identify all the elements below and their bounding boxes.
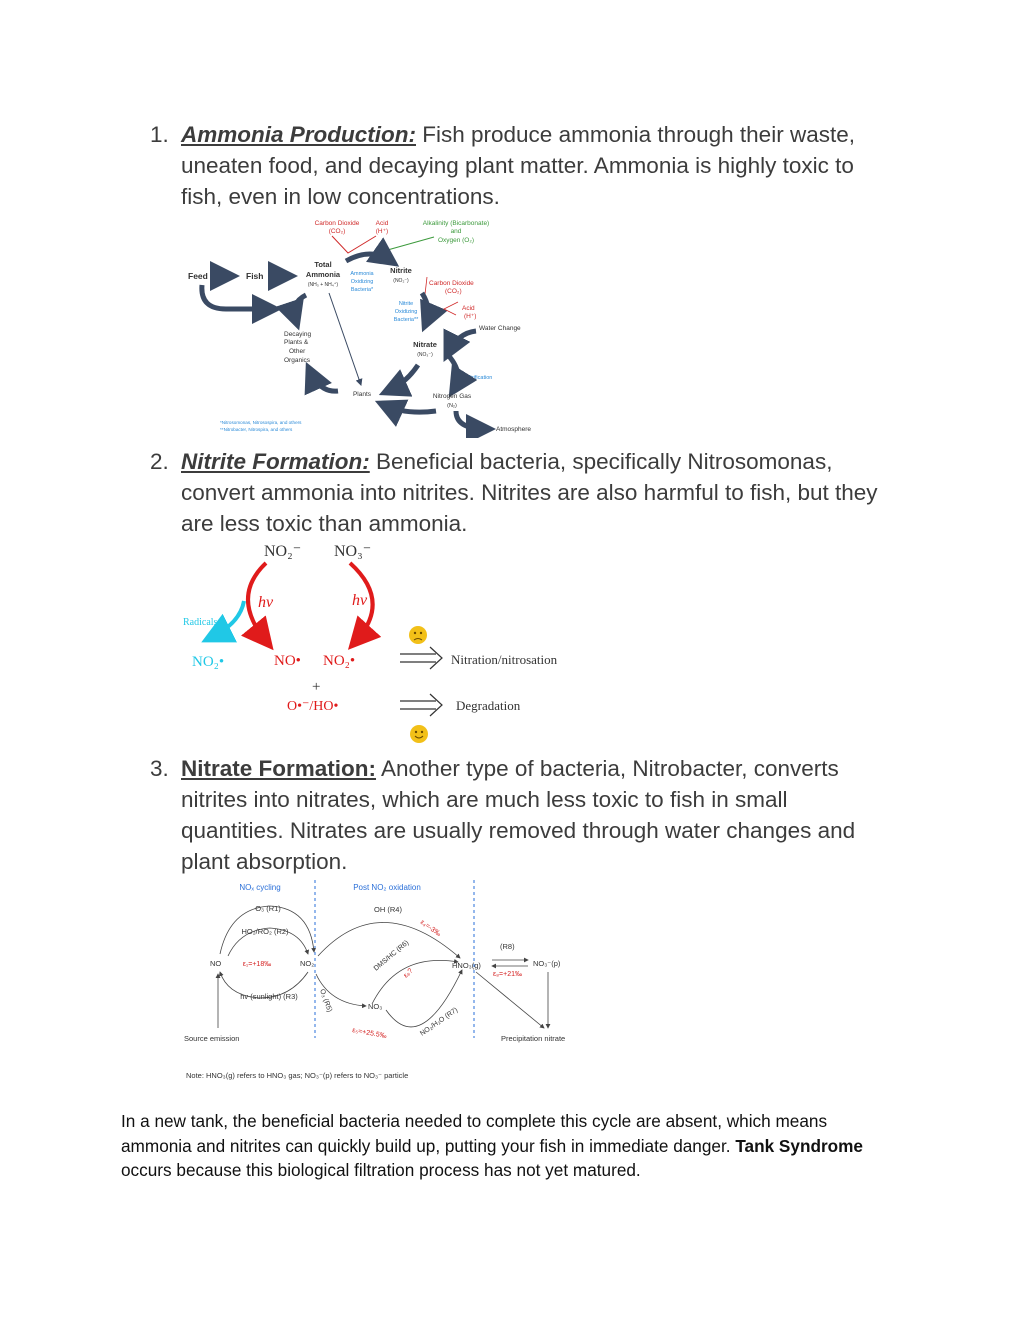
fig1-n2: (N₂) [447,403,457,409]
fig1-acid-top: Acid [375,220,389,227]
fig1-nob-3: Bacteria** [393,317,419,323]
fig2-no2-radical-right: NO₂• [323,653,356,669]
fig3-o3-r1: O₃ (R1) [255,904,281,913]
fig1-denitrification: Denitrification [459,375,493,381]
fig2-no3-minus: NO₃⁻ [334,543,372,560]
fig3-source-emission: Source emission [184,1034,240,1043]
fig3-r8: (R8) [500,942,515,951]
frown-face-icon [409,626,427,644]
fig3-note: Note: HNO₃(g) refers to HNO₃ gas; NO₃⁻(p) refers to NO₃⁻ particle [186,1071,409,1080]
fig1-decaying-4: Organics [284,357,311,364]
list-text [181,753,886,877]
fig1-aob-3: Bacteria* [350,287,374,293]
fig3-eps6: ε₆? [402,967,415,980]
tank-syndrome-paragraph [121,1109,901,1183]
fig1-co2-top: (CO₂) [328,228,346,235]
fig2-no2-radical-left: NO₂• [192,654,225,670]
fig1-nob-2: Oxidizing [394,309,418,315]
nitrogen-cycle-diagram [186,213,546,438]
fig1-nitrogen-gas: Nitrogen Gas [432,393,472,400]
fig1-ammonia: Ammonia [305,270,341,279]
fig1-h-top: (H⁺) [375,228,389,235]
fig1-footnote-2: **Nitrobacter, Nitrospira, and others [220,427,293,432]
fig3-oh-r4: OH (R4) [374,905,402,914]
list-text [181,119,886,212]
nitrite-description: Beneficial bacteria, specifically Nitrosomonas, convert ammonia into nitrites. Nitrites are also harmful to fish, but they are less toxic than ammonia. [181,449,878,536]
smile-face-icon [410,725,428,743]
fig2-radicals: Radicals [183,617,218,628]
list-text [181,446,886,539]
fig1-decaying-3: Other [289,348,306,355]
fig1-alkalinity: Alkalinity (Bicarbonate) [422,220,490,227]
nitrate-photolysis-diagram [180,537,580,747]
term-ammonia-production[interactable]: Ammonia Production: [181,122,416,147]
nox-cycling-diagram [180,878,580,1084]
fig3-precipitation-nitrate: Precipitation nitrate [501,1034,566,1043]
fig1-fish: Fish [246,271,264,281]
fig3-dms-hc-r6: DMS/HC (R6) [372,939,411,973]
fig2-nitration: Nitration/nitrosation [451,652,558,667]
fig1-footnote-1: *Nitrosomonas, Nitrosospira, and others [220,420,302,425]
fig1-decaying-1: Decaying [284,331,312,338]
fig1-water-change: Water Change [479,325,521,332]
fig3-no3: NO₃ [368,1002,383,1011]
double-arrow-icon [400,647,442,669]
ammonia-description: Fish produce ammonia through their waste, uneaten food, and decaying plant matter. Ammonia is highly toxic to fish, even in low concentrations. [181,122,855,209]
term-nitrate-formation[interactable]: Nitrate Formation: [181,756,377,781]
fig2-no-radical: NO• [274,653,301,669]
list-number: 2. [150,449,169,474]
fig1-carbon-dioxide-top: Carbon Dioxide [314,220,360,227]
fig1-atmosphere: Atmosphere [496,426,532,433]
list-number: 1. [150,122,169,147]
fig1-h-right: (H⁺) [464,313,477,320]
fig2-hv-right: hv [352,592,368,609]
fig1-nob-1: Nitrite [398,301,414,307]
fig1-decaying-2: Plants & [284,339,309,346]
paragraph-text-after: occurs because this biological filtration process has not yet matured. [121,1160,641,1180]
fig1-nitrite: Nitrite [390,266,412,275]
list-number: 3. [150,756,169,781]
fig1-nitrite-formula: (NO₂⁻) [393,278,409,284]
fig3-eps5: ε₅=+25.5‰ [351,1027,388,1041]
fig1-co2-right: (CO₂) [445,288,462,295]
fig3-no2: NO₂ [300,959,315,968]
fig3-post-no2-oxidation: Post NO₂ oxidation [353,883,421,892]
fig1-aob-2: Oxidizing [350,279,374,285]
fig3-hv-r3: hv (sunlight) (R3) [240,992,298,1001]
fig3-o3-r5: O₃ (R5) [318,988,333,1014]
fig1-ammonia-formula: (NH₃ + NH₄⁺) [307,282,339,288]
fig1-nitrate-formula: (NO₃⁻) [417,352,433,358]
fig2-hv-left: hv [258,594,274,611]
fig2-degradation: Degradation [456,698,521,713]
fig3-no2-h2o-r7: NO₂/H₂O (R7) [419,1006,460,1038]
term-nitrite-formation[interactable]: Nitrite Formation: [181,449,370,474]
paragraph-bold-term: Tank Syndrome [735,1135,863,1156]
fig2-plus: + [312,679,321,695]
fig3-nox-cycling: NOₓ cycling [239,883,281,892]
double-arrow-icon [400,694,442,716]
fig3-no3p: NO₃⁻(p) [533,959,561,968]
paragraph-text-before: In a new tank, the beneficial bacteria needed to complete this cycle are absent, which means ammonia and nitrites can quickly build up, putting your fish in immediate danger. [121,1111,828,1156]
fig3-ho2-ro2-r2: HO₂/RO₂ (R2) [241,927,289,936]
fig1-and: and [450,228,462,235]
fig1-carbon-dioxide-right: Carbon Dioxide [429,280,474,287]
fig2-o-ho: O•⁻/HO• [287,699,339,714]
fig3-hno3g: HNO₃(g) [452,961,481,970]
fig1-feed: Feed [188,271,208,281]
fig1-acid-right: Acid [462,305,475,312]
fig3-eps1: ε₁=+18‰ [242,961,272,968]
fig1-nitrate: Nitrate [413,340,437,349]
fig1-total: Total [314,260,332,269]
nitrate-description: Another type of bacteria, Nitrobacter, converts nitrites into nitrates, which are much less toxic to fish in small quantities. Nitrates are usually removed through water changes and plant absorption. [181,756,856,874]
fig3-eps8: ε₈=+21‰ [493,971,522,978]
fig1-oxygen: Oxygen (O₂) [437,237,475,244]
fig3-eps4: ε₄=-3‰ [418,918,442,939]
fig3-no: NO [210,959,222,968]
fig1-aob-1: Ammonia [350,271,374,277]
fig1-plants: Plants [352,391,372,398]
fig2-no2-minus: NO₂⁻ [264,543,302,560]
